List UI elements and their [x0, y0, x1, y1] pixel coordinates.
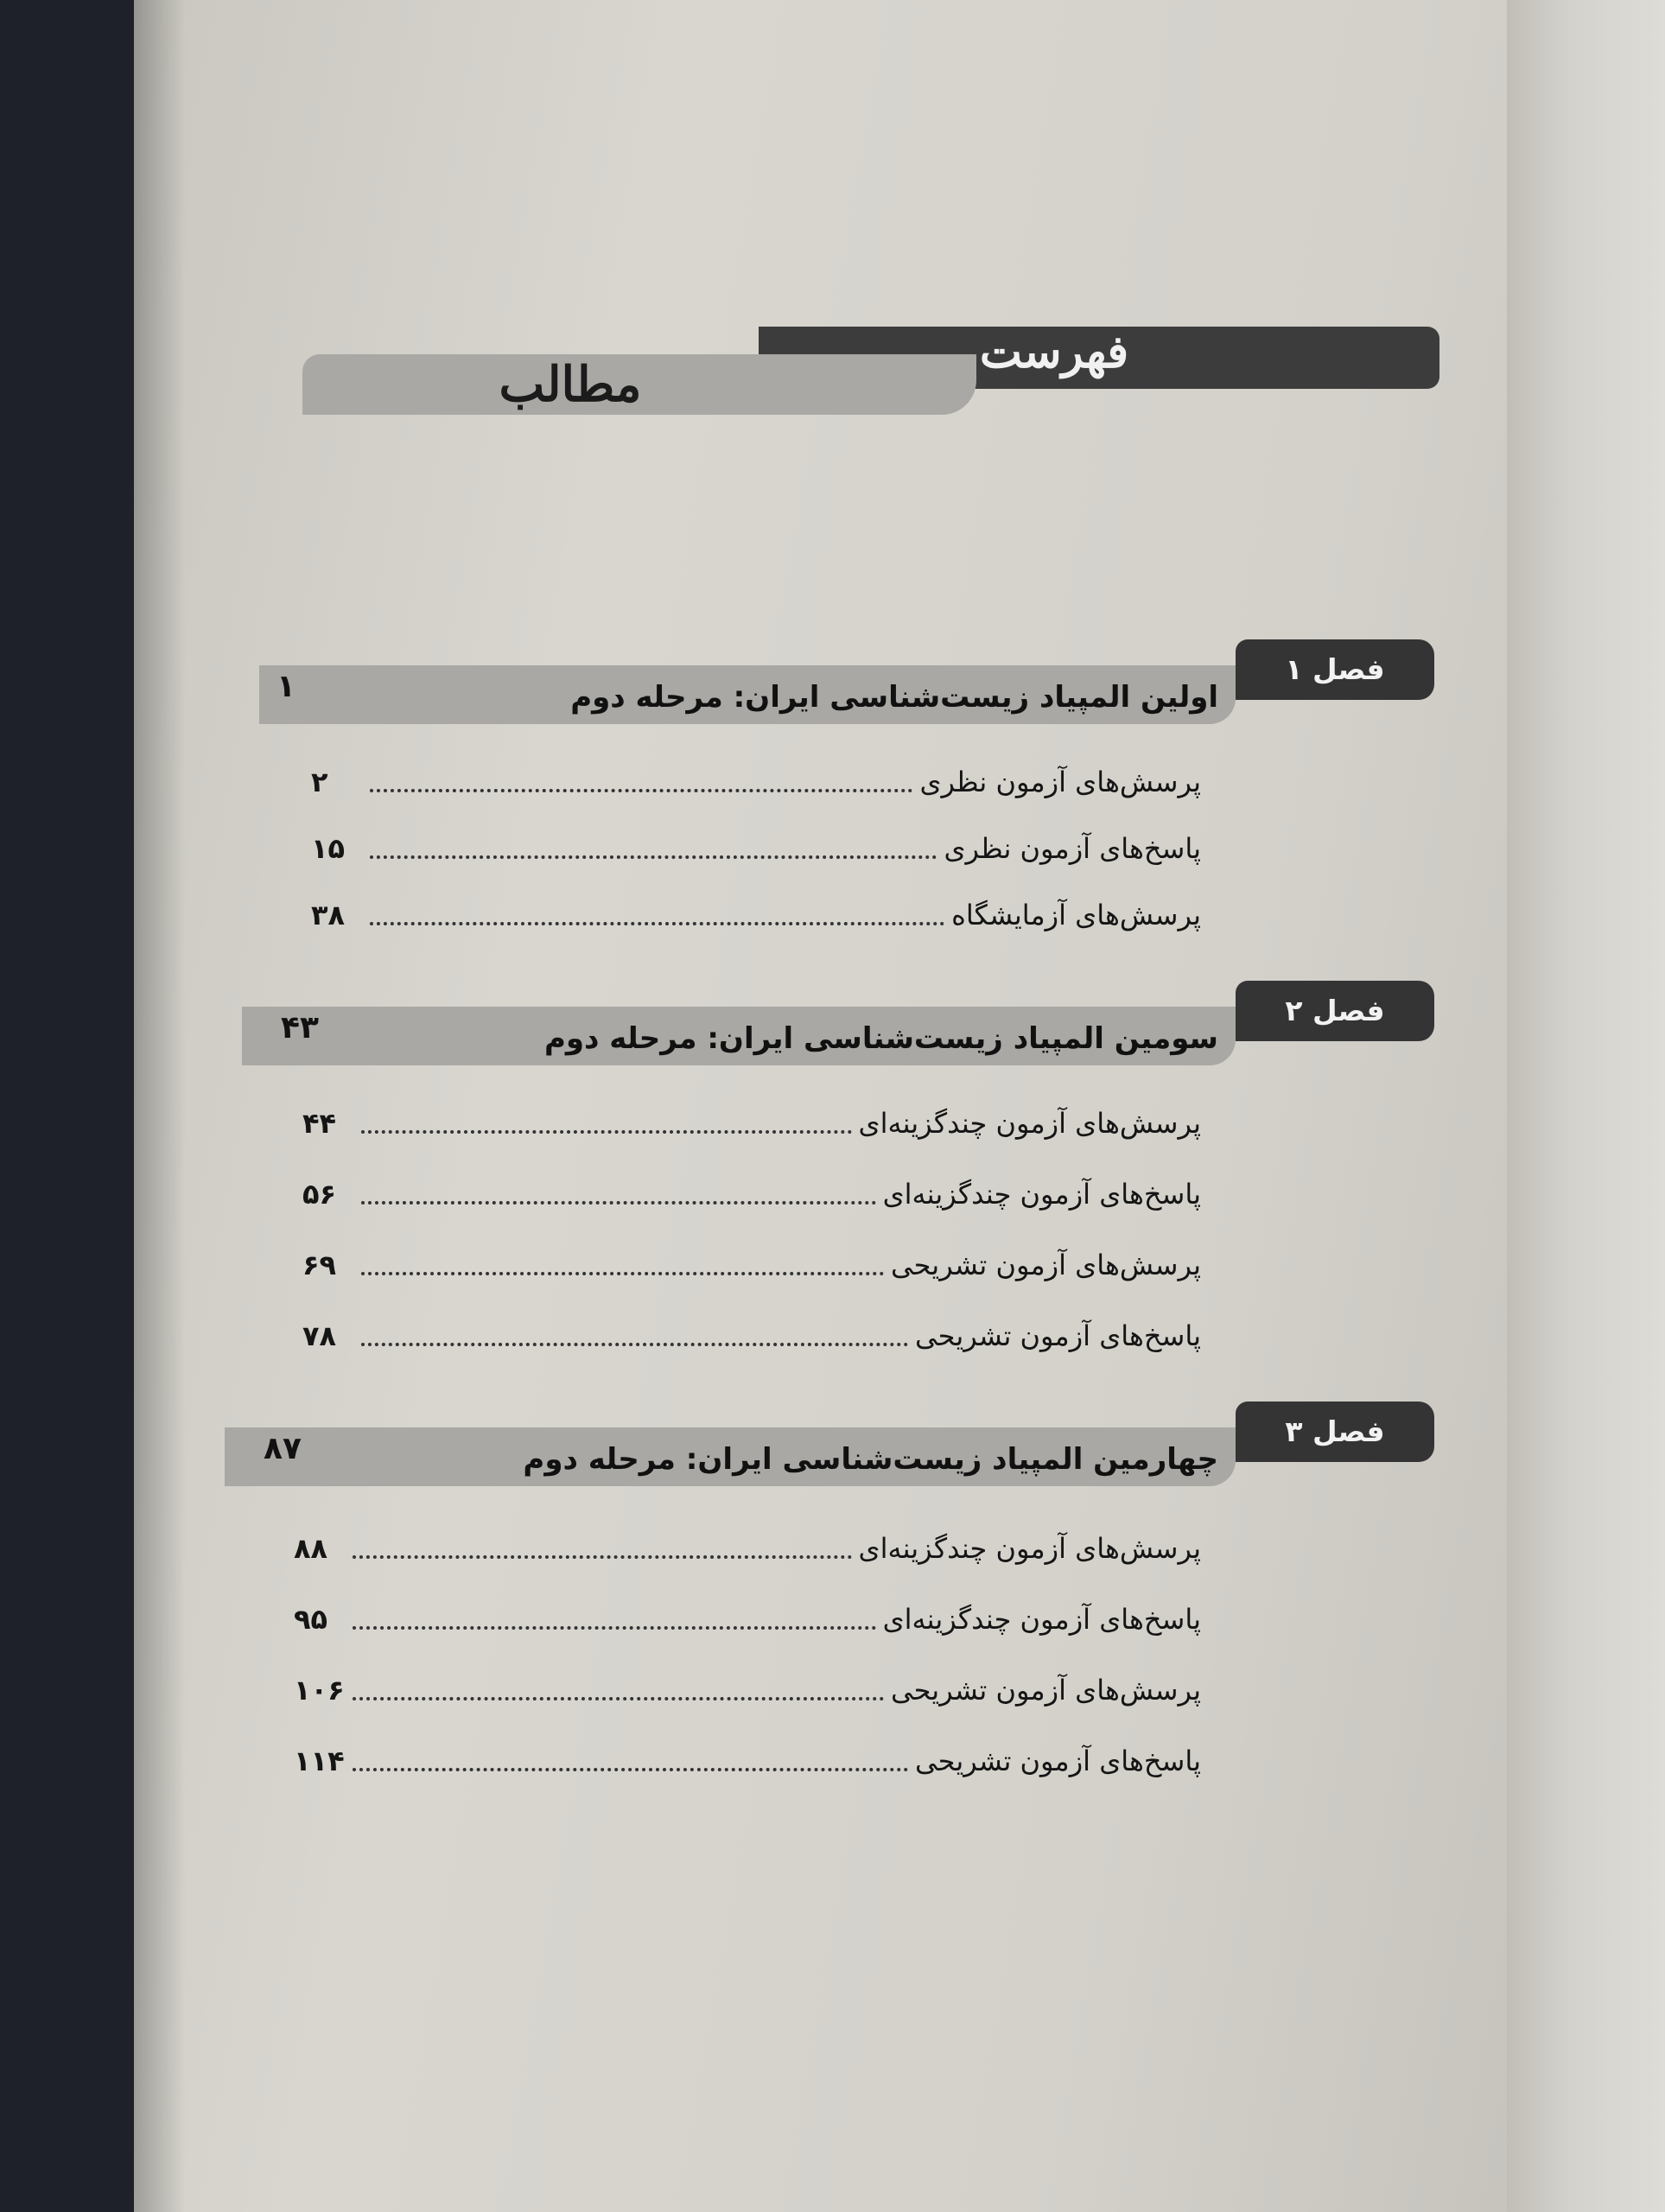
toc-entry-label: پاسخ‌های آزمون تشریحی [915, 1319, 1201, 1352]
dot-leader [353, 1697, 884, 1700]
toc-entry-page: ۳۸ [311, 899, 346, 931]
toc-entry-label: پرسش‌های آزمون چندگزینه‌ای [858, 1532, 1201, 1565]
toc-entry-label: پرسش‌های آزمون تشریحی [890, 1249, 1201, 1281]
chapter-title: سومین المپیاد زیست‌شناسی ایران: مرحله دوم [543, 1021, 1218, 1056]
chapter-tab-label: فصل ۱ [1285, 652, 1385, 686]
toc-entry-label: پاسخ‌های آزمون چندگزینه‌ای [882, 1603, 1201, 1636]
toc-entry-page: ۴۴ [302, 1107, 337, 1140]
dot-leader [370, 855, 937, 859]
toc-entry-page: ۵۶ [302, 1178, 337, 1211]
toc-entry-label: پاسخ‌های آزمون چندگزینه‌ای [882, 1178, 1201, 1211]
toc-entry-page: ۲ [311, 766, 328, 798]
toc-entry [294, 1522, 1201, 1574]
chapter-title: چهارمین المپیاد زیست‌شناسی ایران: مرحله دوم [523, 1442, 1218, 1477]
toc-entry [302, 1239, 1201, 1291]
chapter-page-number: ۴۳ [281, 1010, 319, 1046]
toc-entry-label: پرسش‌های آزمون تشریحی [890, 1674, 1201, 1707]
toc-entry-label: پرسش‌های آزمایشگاه [951, 899, 1201, 931]
toc-entry [294, 1735, 1201, 1787]
chapter-title: اولین المپیاد زیست‌شناسی ایران: مرحله دوم [570, 680, 1218, 715]
toc-entry-page: ۹۵ [294, 1603, 328, 1636]
toc-entry [311, 756, 1201, 808]
page-gutter-shadow [134, 0, 186, 2212]
chapter-2 [225, 981, 1434, 1387]
toc-entry [294, 1593, 1201, 1645]
dot-leader [353, 1555, 852, 1559]
chapter-3 [225, 1402, 1434, 1816]
dot-leader [353, 1626, 876, 1630]
toc-entry [302, 1168, 1201, 1220]
toc-entry-label: پاسخ‌های آزمون تشریحی [915, 1745, 1201, 1777]
toc-entry-page: ۱۰۶ [294, 1674, 345, 1707]
toc-entry-label: پرسش‌های آزمون چندگزینه‌ای [858, 1107, 1201, 1140]
toc-entry [302, 1097, 1201, 1149]
facing-page-edge [1507, 0, 1665, 2212]
toc-entry-label: پرسش‌های آزمون نظری [919, 766, 1201, 798]
page-subtitle: مطالب [499, 356, 642, 413]
dot-leader [361, 1130, 852, 1134]
toc-entry [302, 1310, 1201, 1362]
page-title: فهرست [979, 326, 1129, 378]
chapter-tab-label: فصل ۳ [1285, 1414, 1385, 1448]
toc-entry-page: ۱۵ [311, 832, 346, 865]
toc-entry [311, 889, 1201, 941]
chapter-page-number: ۸۷ [264, 1431, 302, 1466]
dot-leader [361, 1272, 884, 1275]
toc-entry-page: ۱۱۴ [294, 1745, 345, 1777]
toc-entry [311, 823, 1201, 874]
toc-entry-page: ۶۹ [302, 1249, 337, 1281]
chapter-tab-label: فصل ۲ [1285, 994, 1385, 1027]
chapter-1 [225, 639, 1434, 968]
dot-leader [361, 1201, 876, 1205]
toc-entry-page: ۸۸ [294, 1532, 328, 1565]
toc-entry-page: ۷۸ [302, 1319, 337, 1352]
chapter-page-number: ۱ [276, 669, 296, 704]
dot-leader [353, 1768, 908, 1771]
toc-entry-label: پاسخ‌های آزمون نظری [944, 832, 1201, 865]
dot-leader [370, 789, 912, 792]
dot-leader [361, 1343, 908, 1346]
dot-leader [370, 922, 944, 925]
toc-entry [294, 1664, 1201, 1716]
